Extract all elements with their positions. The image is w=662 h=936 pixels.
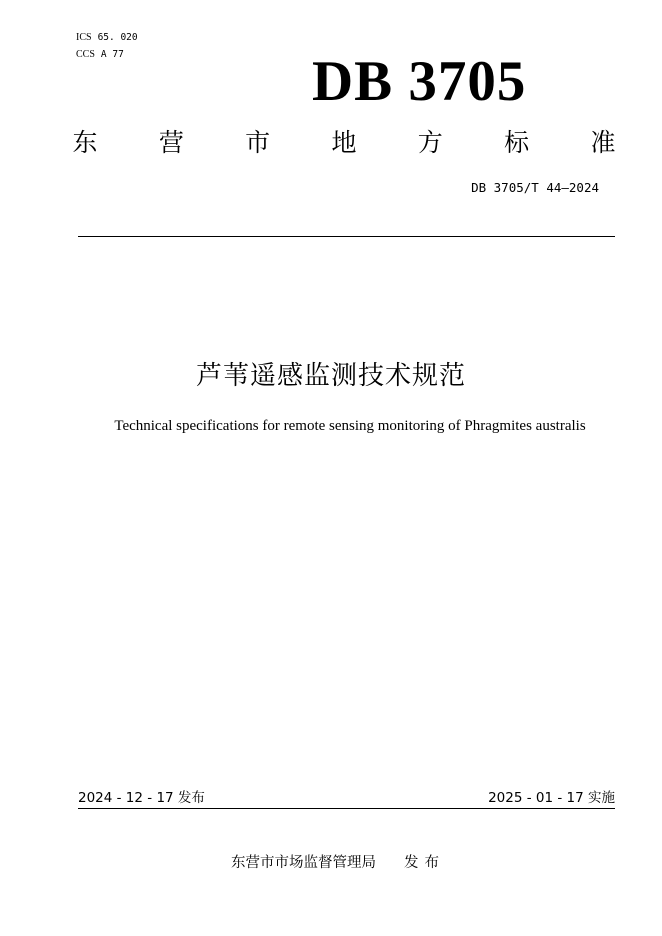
issue-date: 2024 - 12 - 17 发布 bbox=[78, 790, 205, 806]
ccs-code: A 77 bbox=[100, 49, 124, 60]
ccs-label: CCS bbox=[76, 49, 95, 60]
top-divider bbox=[78, 236, 615, 237]
bottom-divider bbox=[78, 808, 615, 809]
standard-type-char: 标 bbox=[504, 128, 530, 157]
publisher-line bbox=[0, 853, 662, 873]
db-code-heading: DB 3705 bbox=[312, 50, 527, 113]
ics-code: 65. 020 bbox=[97, 32, 138, 43]
standard-type-heading bbox=[70, 126, 618, 160]
standard-type-char: 营 bbox=[158, 128, 184, 157]
document-title-chinese: 芦苇遥感监测技术规范 bbox=[195, 361, 466, 391]
ics-classification bbox=[76, 32, 138, 44]
standard-number: DB 3705/T 44—2024 bbox=[471, 180, 599, 195]
ics-label: ICS bbox=[76, 32, 92, 43]
standard-type-char: 市 bbox=[245, 128, 271, 157]
standard-type-char: 准 bbox=[590, 128, 616, 157]
standard-type-char: 地 bbox=[331, 128, 357, 157]
implementation-date: 2025 - 01 - 17 实施 bbox=[488, 790, 615, 806]
standard-type-char: 方 bbox=[417, 128, 443, 157]
document-title-english: Technical specifications for remote sensing monitoring of Phragmites australis bbox=[114, 418, 586, 434]
standard-type-char: 东 bbox=[72, 128, 98, 157]
publisher-name: 东营市市场监督管理局 bbox=[231, 855, 376, 871]
publisher-action: 发布 bbox=[404, 855, 445, 871]
ccs-classification bbox=[76, 49, 124, 61]
